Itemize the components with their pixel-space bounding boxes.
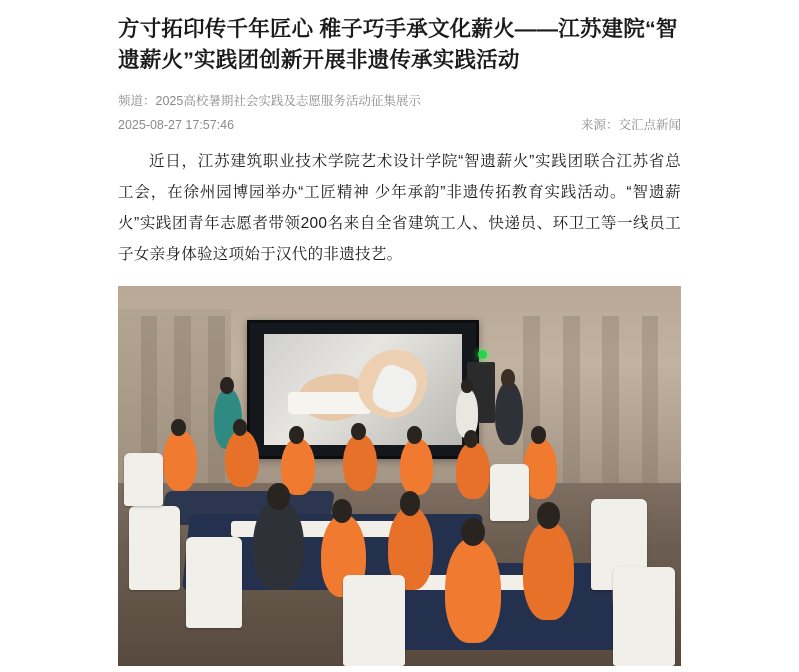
article-paragraph: 近日，江苏建筑职业技术学院艺术设计学院“智遗薪火”实践团联合江苏省总工会，在徐州园博园举办“工匠精神 少年承韵”非遗传拓教育实践活动。“智遗薪火”实践团青年志愿者带领200名来自全省建筑工人、快递员、环卫工等一线员工子女亲身体验这项始于汉代的非遗技艺。 xyxy=(118,152,681,263)
photo-wall-panel xyxy=(563,316,580,506)
meta-channel-line xyxy=(118,90,681,114)
photo-person-head xyxy=(171,419,186,436)
photo-chair xyxy=(613,567,675,666)
meta-channel-label: 频道： xyxy=(118,94,156,109)
photo-wall-panel xyxy=(642,316,659,506)
photo-chair xyxy=(343,575,405,666)
photo-person-head xyxy=(464,430,479,447)
photo-person xyxy=(253,499,304,590)
photo-person xyxy=(163,430,197,491)
photo-person xyxy=(523,521,574,620)
photo-person-head xyxy=(400,491,420,516)
meta-channel-value[interactable]: 2025高校暑期社会实践及志愿服务活动征集展示 xyxy=(155,94,421,109)
photo-person-head xyxy=(351,423,366,440)
meta-source xyxy=(581,114,681,138)
page-title: 方寸拓印传千年匠心 稚子巧手承文化薪火——江苏建院“智遗薪火”实践团创新开展非遗传承实践活动 xyxy=(118,17,678,73)
meta-source-label: 来源： xyxy=(580,118,619,133)
photo-person xyxy=(445,537,501,643)
meta-datetime: 2025-08-27 17:57:46 xyxy=(118,118,235,133)
photo-person-head xyxy=(537,502,560,529)
photo-person-head xyxy=(531,426,546,443)
photo-caption xyxy=(118,666,681,672)
meta-source-value[interactable]: 交汇点新闻 xyxy=(618,118,681,133)
photo-person-head xyxy=(267,483,290,510)
article-photo xyxy=(118,286,681,666)
photo-person xyxy=(495,381,523,446)
photo-wall-panel xyxy=(602,316,619,506)
meta-second-line xyxy=(118,114,681,138)
photo-person xyxy=(456,442,490,499)
photo-person-head xyxy=(461,518,485,547)
photo-chair xyxy=(186,537,242,628)
article-figure xyxy=(118,286,681,672)
photo-chair xyxy=(124,453,163,506)
photo-person-head xyxy=(407,426,422,443)
photo-person xyxy=(225,430,259,487)
photo-chair xyxy=(490,464,529,521)
photo-person-head xyxy=(220,377,234,394)
photo-person-head xyxy=(461,379,472,393)
photo-person xyxy=(400,438,434,495)
photo-person xyxy=(343,434,377,491)
photo-chair xyxy=(129,506,180,590)
photo-person-head xyxy=(289,426,304,443)
article-meta xyxy=(118,90,681,138)
